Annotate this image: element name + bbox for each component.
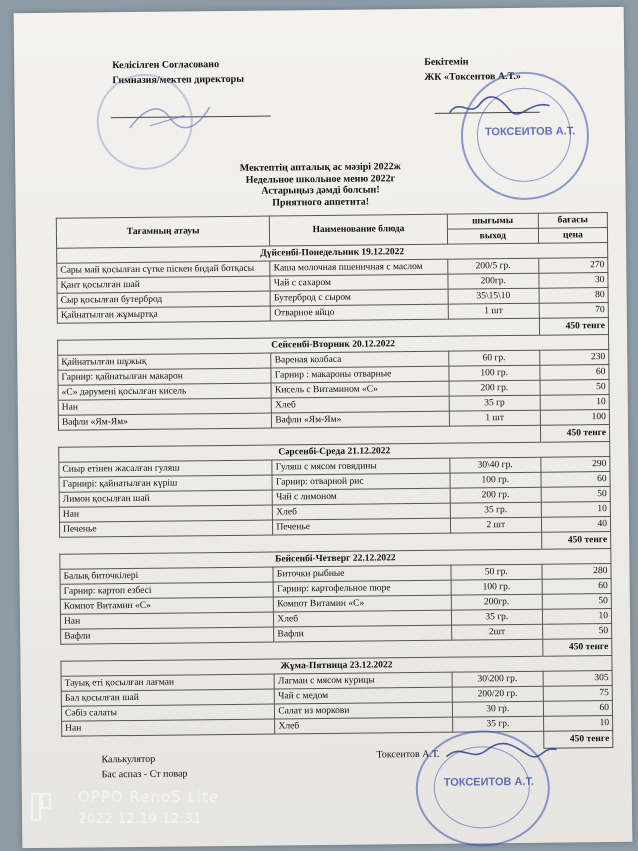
day-total: 450 тенге	[544, 730, 613, 748]
dish-yield: 30 гр.	[452, 701, 543, 717]
dish-kz: Нан	[59, 505, 273, 522]
dish-price: 270	[539, 258, 608, 274]
wish-kz: Астарыңыз дәмді болсын!	[261, 184, 380, 197]
dish-kz: Сиыр етінен жасалған гуляш	[59, 460, 273, 477]
dish-ru: Чай с сахаром	[270, 274, 447, 291]
dish-price: 60	[541, 471, 610, 487]
dish-kz: Сыр қосылған бутерброд	[57, 291, 271, 308]
approval-left-line2: Гимназия/мектеп директоры	[112, 73, 245, 87]
dish-ru: Хлеб	[274, 610, 451, 627]
dish-ru: Чай с лимоном	[273, 488, 450, 505]
dish-price: 230	[540, 350, 609, 366]
dish-kz: Қант қосылған шай	[57, 276, 271, 293]
dish-price: 290	[541, 456, 610, 472]
dish-yield: 30\40 гр.	[450, 457, 541, 473]
dish-ru: Печенье	[273, 518, 450, 535]
dish-price: 10	[541, 501, 610, 517]
dish-price: 100	[540, 410, 609, 426]
director-signature	[125, 97, 215, 138]
day-title: Жұма-Пятница 23.12.2022	[61, 655, 612, 676]
dish-ru: Кисель с Витамином «С»	[271, 381, 448, 398]
dish-kz: Печенье	[59, 520, 273, 537]
title-ru: Недельное школьное меню 2022г	[245, 172, 396, 186]
dish-kz: Қайнатылған жұмыртқа	[57, 306, 271, 323]
camera-logo-icon	[30, 792, 52, 822]
dish-price: 50	[542, 593, 611, 609]
dish-kz: Бал қосылған шай	[61, 689, 275, 706]
dish-kz: Лимон қосылған шай	[59, 490, 273, 507]
dish-yield: 35 гр.	[450, 502, 541, 518]
menu-titles	[15, 159, 625, 211]
dish-kz: «С» дәрумені қосылған кисель	[58, 383, 272, 400]
dish-ru: Хлеб	[275, 717, 452, 734]
approval-left-line1: Келісілген Согласовано	[112, 59, 220, 72]
dish-kz: Гарнир: қайнатылған макарон	[58, 368, 272, 385]
dish-yield: 1 шт	[449, 410, 540, 426]
menu-table	[56, 212, 614, 754]
dish-yield: 35 гр.	[451, 609, 542, 625]
day-title: Сәрсенбі-Среда 21.12.2022	[59, 441, 610, 462]
footer-signer: Токсеитов А.Т.	[376, 748, 440, 761]
dish-kz: Қайнатылған шұжық	[58, 353, 272, 370]
dish-kz: Тауық еті қосылған лағман	[61, 674, 275, 691]
dish-yield: 35 гр	[449, 395, 540, 411]
stamp-bottom-name-text: ТОКСЕИТОВ А.Т.	[443, 775, 535, 789]
dish-ru: Хлеб	[273, 503, 450, 520]
approval-right-line2: ЖК «Токсентов А.Т.»	[424, 70, 521, 83]
day-total: 450 тенге	[539, 318, 608, 336]
menu-document	[14, 7, 633, 848]
dish-ru: Гарнир : макароны отварные	[271, 366, 448, 383]
footer-chef: Бас аспаз - Ст повар	[101, 768, 188, 781]
dish-price: 60	[542, 578, 611, 594]
dish-price: 280	[542, 563, 611, 579]
dish-price: 80	[539, 288, 608, 304]
dish-yield: 200гр.	[451, 594, 542, 610]
dish-yield: 35 гр.	[452, 716, 543, 732]
dish-yield: 35\15\10	[448, 288, 539, 304]
col-header-yield-ru: выход	[447, 228, 538, 244]
footer-left	[101, 751, 187, 782]
day-total: 450 тенге	[540, 424, 609, 442]
dish-ru: Биточки рыбные	[273, 565, 450, 582]
dish-kz: Гарнирі: қайнатылған күріш	[59, 475, 273, 492]
dish-ru: Гарнир: отварной рис	[272, 473, 449, 490]
dish-kz: Компот Витамин «С»	[60, 597, 274, 614]
watermark-device: OPPO Reno5 Lite	[78, 788, 220, 806]
dish-yield: 100 гр.	[449, 365, 540, 381]
dish-price: 50	[540, 380, 609, 396]
dish-kz: Балық биточкілері	[60, 567, 274, 584]
dish-ru: Салат из моркови	[275, 702, 452, 719]
wish-ru: Приятного аппетита!	[272, 196, 370, 209]
approver-signature	[445, 92, 555, 123]
dish-ru: Отварное яйцо	[271, 304, 448, 321]
dish-ru: Гарнир: картофельное пюре	[273, 580, 450, 597]
dish-price: 10	[540, 395, 609, 411]
col-header-name-ru: Наименование блюда	[270, 214, 448, 246]
day-title: Сейсенбі-Вторник 20.12.2022	[58, 335, 609, 356]
dish-yield: 200/5 гр.	[447, 258, 538, 274]
dish-yield: 50 гр.	[451, 564, 542, 580]
dish-yield: 200гр.	[448, 273, 539, 289]
dish-price: 50	[542, 623, 611, 639]
dish-yield: 60 гр.	[448, 350, 539, 366]
dish-price: 60	[540, 365, 609, 381]
dish-kz: Нан	[58, 398, 272, 415]
dish-ru: Вареная колбаса	[271, 351, 448, 368]
dish-price: 60	[543, 700, 612, 716]
approval-right-line1: Бекітемін	[424, 56, 469, 68]
dish-ru: Каша молочная пшеничная с маслом	[270, 259, 447, 276]
dish-kz: Гарнир: картоп езбесі	[60, 582, 274, 599]
dish-kz: Нан	[60, 612, 274, 629]
day-title: Дүйсенбі-Понедельник 19.12.2022	[57, 243, 608, 264]
dish-price: 75	[543, 685, 612, 701]
dish-price: 305	[543, 670, 612, 686]
dish-yield: 100 гр.	[451, 579, 542, 595]
dish-ru: Лагман с мясом курицы	[274, 672, 451, 689]
dish-yield: 2 шт	[450, 517, 541, 533]
dish-kz: Вафли	[61, 627, 275, 644]
dish-ru: Бутерброд с сыром	[270, 289, 447, 306]
dish-ru: Хлеб	[272, 396, 449, 413]
footer-signature	[441, 738, 561, 769]
title-kz: Мектептің апталық ас мәзірі 2022ж	[239, 161, 401, 174]
dish-price: 30	[539, 273, 608, 289]
col-header-price-ru: цена	[538, 228, 607, 244]
stamp-name-text: ТОКСЕИТОВ А.Т.	[484, 125, 576, 139]
dish-ru: Чай с медом	[275, 687, 452, 704]
day-total: 450 тенге	[541, 531, 610, 549]
col-header-price-kz: бағасы	[538, 213, 607, 229]
col-header-yield-kz: шығымы	[447, 213, 538, 229]
dish-price: 70	[539, 303, 608, 319]
day-title: Бейсенбі-Четверг 22.12.2022	[60, 548, 611, 569]
day-total: 450 тенге	[543, 638, 612, 656]
dish-price: 40	[541, 516, 610, 532]
dish-price: 10	[542, 608, 611, 624]
dish-yield: 2шт	[451, 624, 542, 640]
dish-yield: 1 шт	[448, 303, 539, 319]
dish-kz: Сары май қосылған сүтке піскен бидай ботқасы	[57, 261, 271, 278]
dish-yield: 30\200 гр.	[452, 671, 543, 687]
watermark-datetime: 2022.12.19 12:31	[78, 812, 203, 827]
col-header-name-kz: Тағамның атауы	[56, 216, 270, 248]
dish-price: 50	[541, 486, 610, 502]
footer-calculator: Калькулятор	[101, 753, 156, 766]
dish-ru: Компот Витамин «С»	[274, 595, 451, 612]
dish-yield: 200/20 гр.	[452, 686, 543, 702]
dish-ru: Вафли	[274, 625, 451, 642]
dish-kz: Нан	[62, 719, 276, 736]
dish-ru: Гуляш с мясом говядины	[272, 458, 449, 475]
dish-yield: 200 гр.	[450, 487, 541, 503]
dish-kz: Вафли «Ям-Ям»	[58, 413, 272, 430]
dish-yield: 100 гр.	[450, 472, 541, 488]
dish-price: 10	[543, 715, 612, 731]
dish-kz: Сәбіз салаты	[61, 704, 275, 721]
dish-yield: 200 гр.	[449, 380, 540, 396]
dish-ru: Вафли «Ям-Ям»	[272, 411, 449, 428]
